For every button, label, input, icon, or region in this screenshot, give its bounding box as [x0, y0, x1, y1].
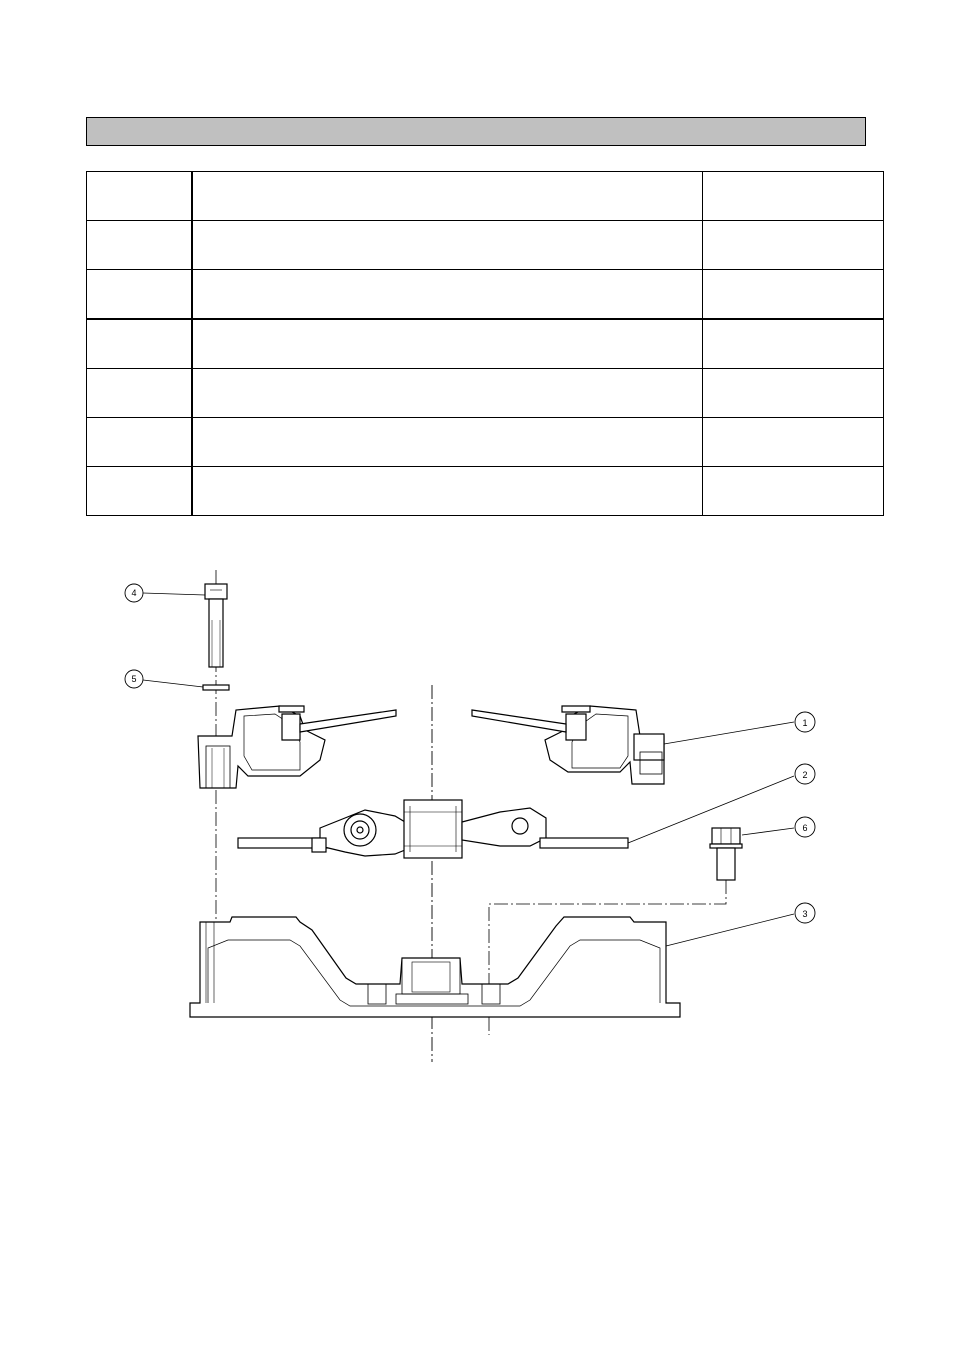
callout-balloon-6	[795, 817, 815, 837]
callout-balloon-3	[795, 903, 815, 923]
svg-text:4: 4	[131, 588, 137, 598]
svg-text:3: 3	[802, 909, 808, 919]
socket-cap-screw	[205, 584, 227, 667]
washer	[203, 685, 229, 690]
leader-line-4	[143, 593, 205, 595]
svg-text:5: 5	[131, 674, 137, 684]
callout-balloon-4	[125, 584, 143, 602]
callout-balloon-2	[795, 764, 815, 784]
hex-flange-bolt	[710, 828, 742, 880]
leader-line-5	[143, 680, 203, 687]
svg-text:2: 2	[802, 770, 808, 780]
svg-text:1: 1	[802, 718, 808, 728]
svg-text:6: 6	[802, 823, 808, 833]
brush-holder-right	[472, 706, 664, 784]
rotor-assembly	[238, 800, 628, 858]
leader-line-2	[628, 776, 794, 843]
leader-line-3	[666, 914, 794, 946]
leader-line-6	[742, 828, 794, 835]
callout-balloon-5	[125, 670, 143, 688]
callout-balloon-1	[795, 712, 815, 732]
end-housing	[190, 917, 680, 1017]
brush-holder-left	[198, 706, 396, 788]
leader-line-1	[664, 722, 794, 744]
